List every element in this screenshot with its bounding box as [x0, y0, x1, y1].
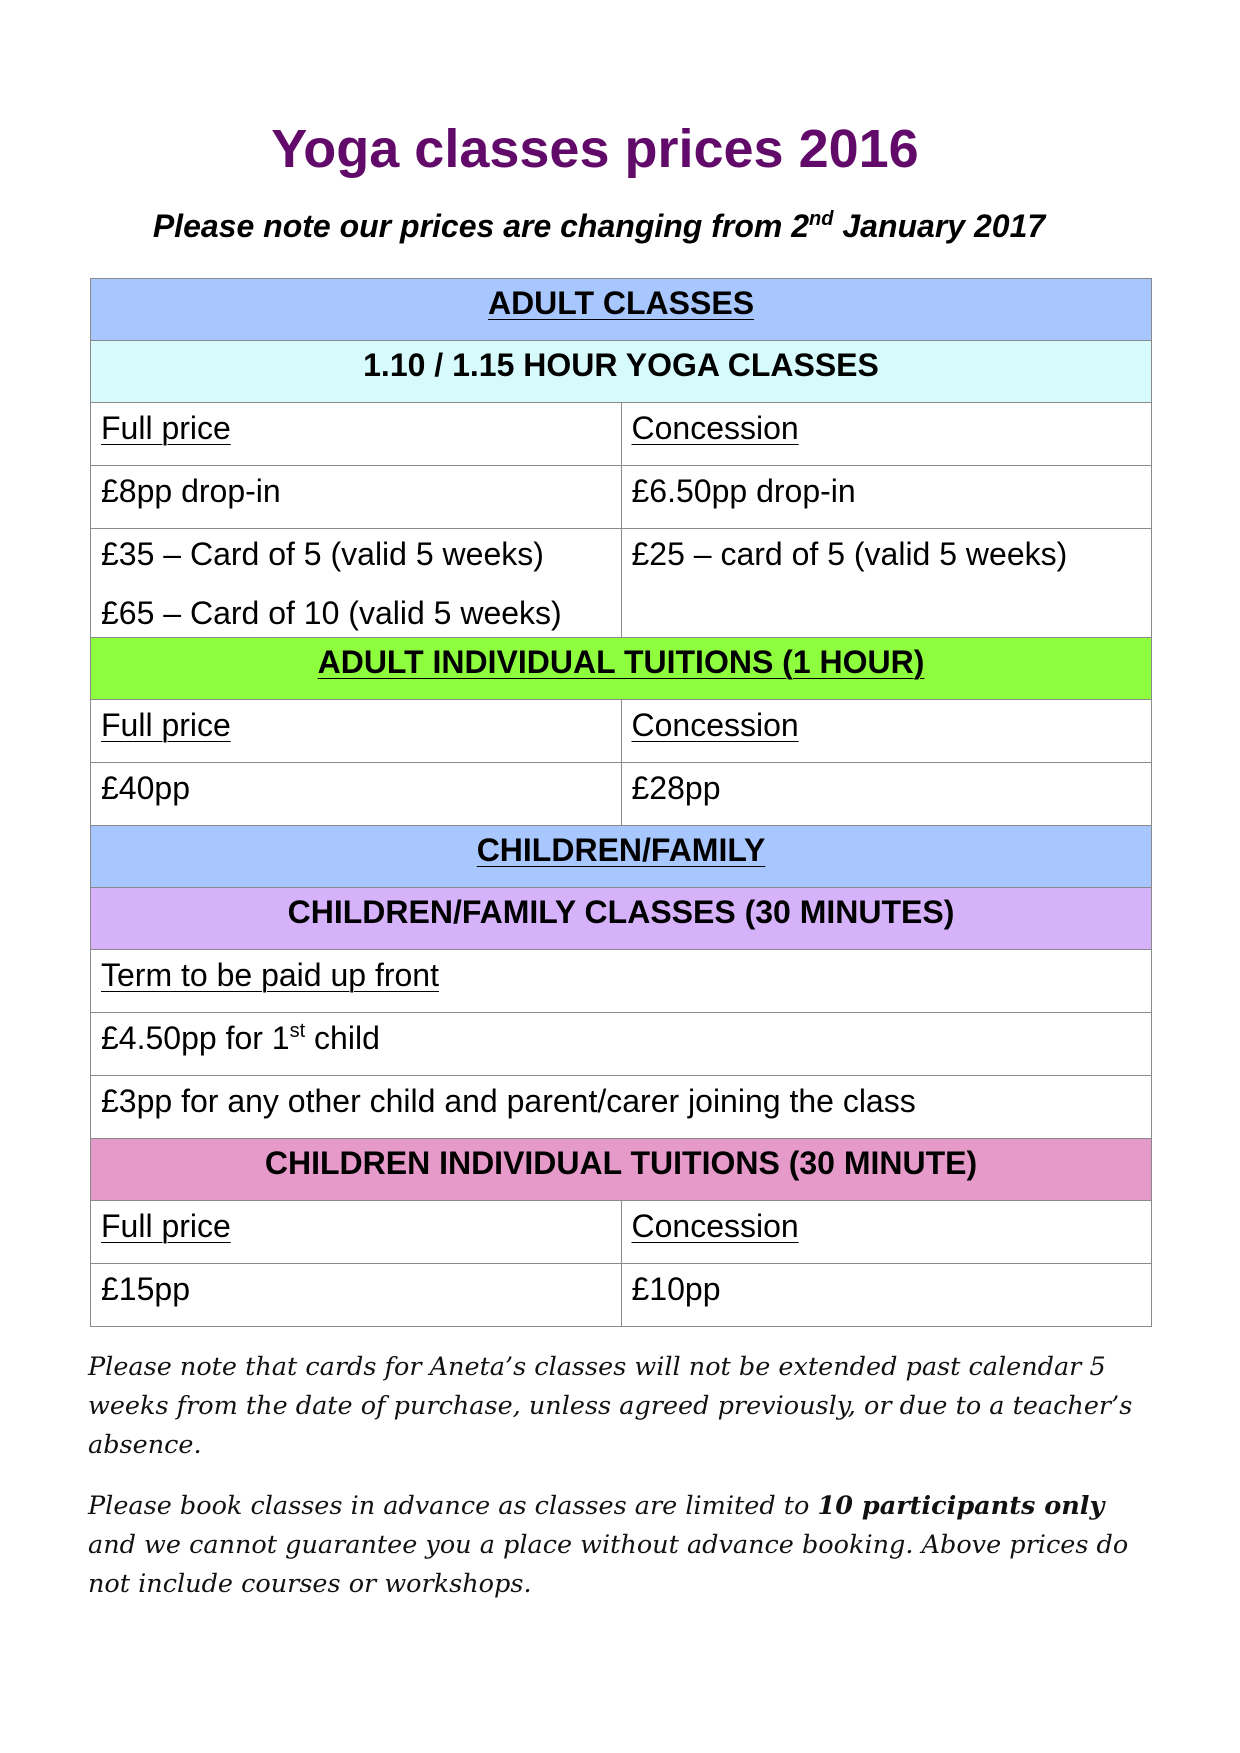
- table-row: [91, 763, 1152, 826]
- booking-note: Please book classes in advance as classes are limited to 10 participants only and we cannot guarantee you a place without advance booking. Above prices do not include courses or workshops.: [88, 1491, 1129, 1599]
- ordinal-suffix: st: [289, 1020, 306, 1042]
- hour-classes-header: 1.10 / 1.15 HOUR YOGA CLASSES: [91, 341, 1152, 403]
- adult-individual-header: [91, 638, 1152, 700]
- notice-text-start: Please note our prices are changing from 2: [152, 208, 810, 244]
- children-individual-header: CHILDREN INDIVIDUAL TUITIONS (30 MINUTE): [91, 1139, 1152, 1201]
- full-price-label: Full price: [91, 403, 622, 466]
- participant-limit: 10 participants only: [817, 1491, 1105, 1521]
- concession-dropin-price: £6.50pp drop-in: [621, 466, 1152, 529]
- adult-individual-full-price: £40pp: [91, 763, 622, 826]
- children-individual-header-row: [91, 1139, 1152, 1201]
- children-individual-full-price: £15pp: [91, 1264, 622, 1327]
- full-price-label: Full price: [91, 1201, 622, 1264]
- notice-ordinal-suffix: nd: [809, 208, 834, 230]
- table-row: [91, 700, 1152, 763]
- price-change-notice: [0, 208, 1198, 245]
- other-child-price: £3pp for any other child and parent/carer joining the class: [91, 1076, 1152, 1139]
- children-individual-concession-price: £10pp: [621, 1264, 1152, 1327]
- table-row: [91, 1013, 1152, 1076]
- adult-individual-concession-price: £28pp: [621, 763, 1152, 826]
- hour-classes-header-row: [91, 341, 1152, 403]
- concession-label: Concession: [621, 403, 1152, 466]
- price-table: [90, 278, 1152, 1327]
- first-child-price: £4.50pp for 1st child: [91, 1013, 1152, 1076]
- concession-label: Concession: [621, 1201, 1152, 1264]
- full-card5-price: £35 – Card of 5 (valid 5 weeks): [101, 536, 544, 572]
- adult-classes-header: [91, 279, 1152, 341]
- full-dropin-price: £8pp drop-in: [91, 466, 622, 529]
- notice-text-end: January 2017: [833, 208, 1046, 244]
- page-title: Yoga classes prices 2016: [271, 119, 919, 179]
- table-row: [91, 529, 1152, 638]
- table-row: [91, 950, 1152, 1013]
- term-note: Term to be paid up front: [91, 950, 1152, 1013]
- children-classes-header: CHILDREN/FAMILY CLASSES (30 MINUTES): [91, 888, 1152, 950]
- adult-classes-header-label: ADULT CLASSES: [487, 285, 755, 321]
- full-card-prices: [91, 529, 622, 638]
- table-row: [91, 466, 1152, 529]
- adult-header-row: [91, 279, 1152, 341]
- table-row: [91, 1201, 1152, 1264]
- children-classes-header-row: [91, 888, 1152, 950]
- table-row: [91, 403, 1152, 466]
- concession-label: Concession: [621, 700, 1152, 763]
- children-family-header-label: CHILDREN/FAMILY: [476, 832, 766, 868]
- full-card10-price: £65 – Card of 10 (valid 5 weeks): [101, 595, 562, 631]
- table-row: [91, 1076, 1152, 1139]
- notes-section: [88, 1348, 1158, 1626]
- concession-card5-price: £25 – card of 5 (valid 5 weeks): [621, 529, 1152, 638]
- children-header-row: [91, 826, 1152, 888]
- card-extension-note: Please note that cards for Aneta’s classes will not be extended past calendar 5 weeks from the date of purchase, unless agreed previously, or due to a teacher’s absence.: [88, 1352, 1133, 1460]
- table-row: [91, 1264, 1152, 1327]
- adult-individual-header-row: [91, 638, 1152, 700]
- children-family-header: [91, 826, 1152, 888]
- full-price-label: Full price: [91, 700, 622, 763]
- adult-individual-header-label: ADULT INDIVIDUAL TUITIONS (1 HOUR): [317, 644, 925, 680]
